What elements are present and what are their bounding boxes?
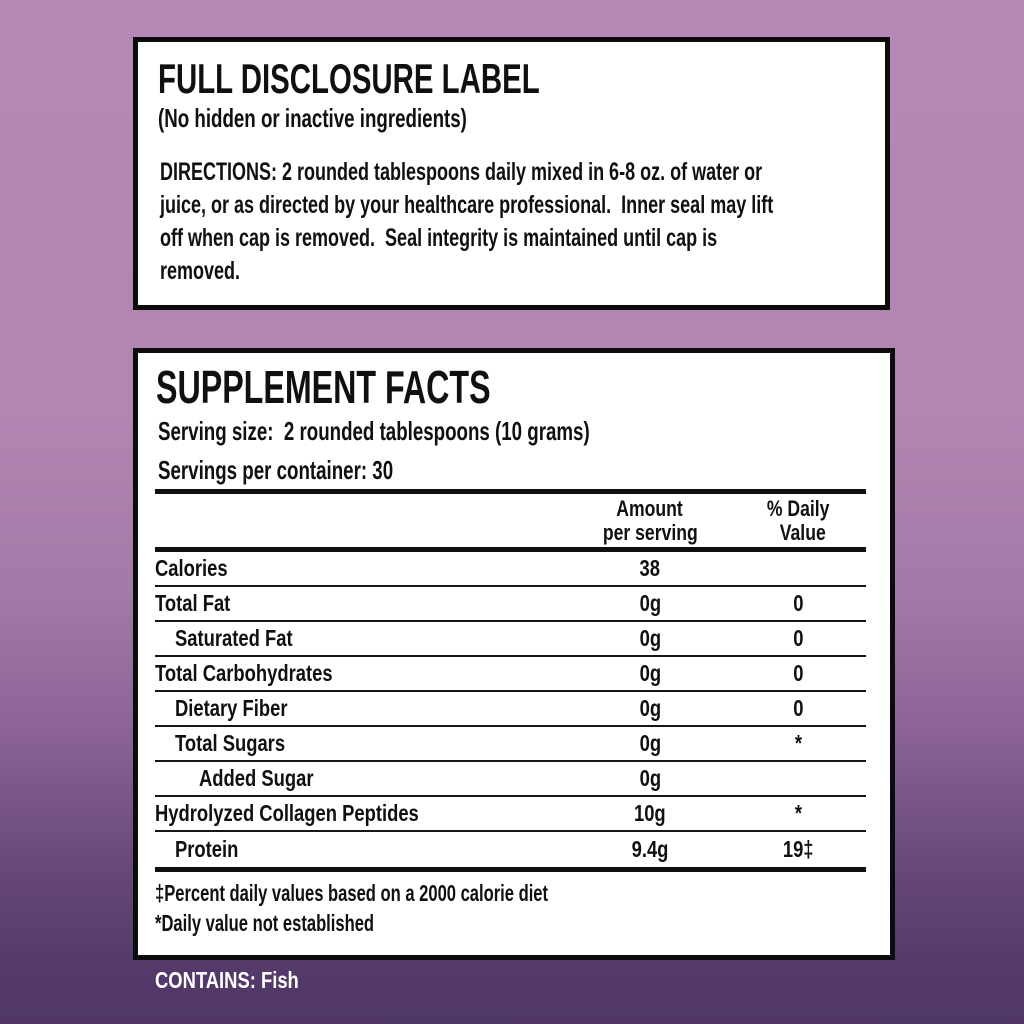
row-daily-value: 0: [792, 625, 804, 651]
facts-row: [155, 797, 866, 832]
row-nutrient-name: Dietary Fiber: [175, 695, 288, 721]
facts-row: [155, 692, 866, 727]
directions-paragraph: [160, 156, 885, 288]
supplement-facts-panel: [133, 348, 895, 960]
row-nutrient-name: Hydrolyzed Collagen Peptides: [155, 800, 419, 826]
row-amount-value: 0g: [639, 660, 661, 686]
disclosure-subtitle: (No hidden or inactive ingredients): [158, 103, 467, 133]
directions-line: DIRECTIONS: 2 rounded tablespoons daily mixed in 6-8 oz. of water or: [160, 158, 763, 186]
footnote-not-established: *Daily value not established: [155, 910, 375, 936]
facts-row: [155, 552, 866, 587]
row-daily-value: [730, 552, 866, 585]
facts-row: [155, 657, 866, 692]
row-amount-value: 10g: [634, 800, 666, 826]
facts-table-rows: [138, 552, 890, 867]
row-amount-value: 0g: [639, 695, 661, 721]
table-rule-bottom: [155, 867, 866, 872]
row-amount-value: 0g: [639, 625, 661, 651]
row-amount-value: 0g: [639, 590, 661, 616]
row-nutrient-name: Saturated Fat: [175, 625, 293, 651]
servings-per-container-line: Servings per container: 30: [158, 455, 394, 485]
header-spacer: [155, 497, 570, 545]
row-daily-value: 0: [792, 695, 804, 721]
row-daily-value: [730, 762, 866, 795]
footnotes: [155, 878, 890, 938]
row-daily-value: 19‡: [782, 836, 814, 862]
footnote-daily-values: ‡Percent daily values based on a 2000 calorie diet: [155, 880, 549, 906]
directions-line: juice, or as directed by your healthcare professional. Inner seal may lift: [160, 191, 774, 219]
row-nutrient-name: Protein: [175, 836, 239, 862]
supplement-facts-title: SUPPLEMENT FACTS: [156, 361, 491, 413]
header-percent-daily-value: % Daily Value: [766, 496, 830, 545]
contains-allergen-text: CONTAINS: Fish: [155, 967, 299, 993]
facts-row: [155, 727, 866, 762]
directions-line: removed.: [160, 257, 241, 285]
row-daily-value: 0: [792, 660, 804, 686]
row-daily-value: *: [794, 800, 802, 826]
disclosure-title: FULL DISCLOSURE LABEL: [158, 55, 540, 102]
row-nutrient-name: Total Fat: [155, 590, 231, 616]
facts-row: [155, 587, 866, 622]
serving-size-line: Serving size: 2 rounded tablespoons (10 grams): [158, 416, 590, 446]
facts-row: [155, 832, 866, 867]
row-amount-value: 9.4g: [631, 836, 669, 862]
row-nutrient-name: Added Sugar: [199, 765, 314, 791]
facts-row: [155, 622, 866, 657]
row-amount-value: 0g: [639, 730, 661, 756]
row-nutrient-name: Calories: [155, 555, 228, 581]
row-nutrient-name: Total Carbohydrates: [155, 660, 333, 686]
row-daily-value: 0: [792, 590, 804, 616]
directions-line: off when cap is removed. Seal integrity is maintained until cap is: [160, 224, 718, 252]
full-disclosure-panel: [133, 37, 890, 310]
row-nutrient-name: Total Sugars: [175, 730, 286, 756]
row-amount-value: 0g: [639, 765, 661, 791]
header-amount-per-serving: Amount per serving: [602, 496, 698, 545]
facts-table-header: [155, 494, 866, 547]
row-amount-value: 38: [639, 555, 661, 581]
facts-row: [155, 762, 866, 797]
row-daily-value: *: [794, 730, 802, 756]
